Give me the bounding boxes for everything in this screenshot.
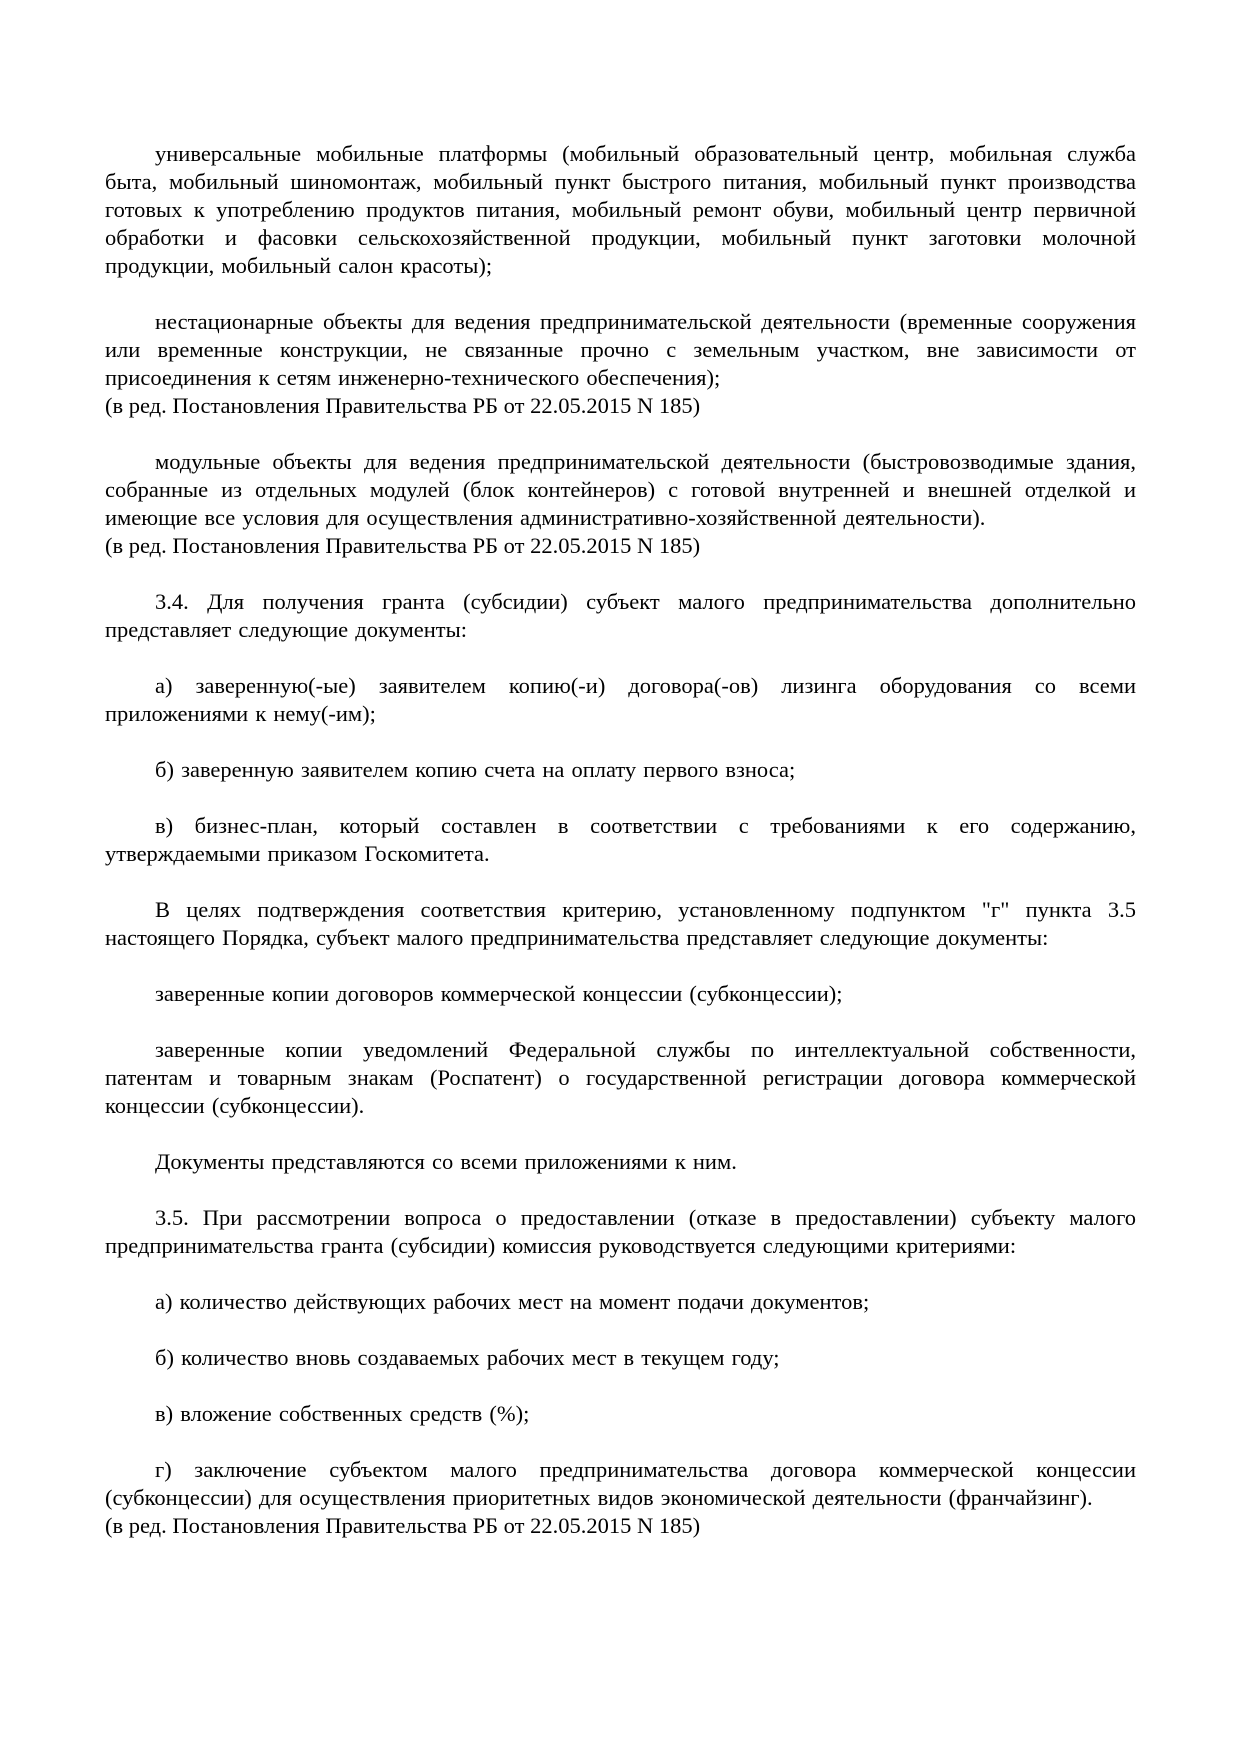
paragraph: б) количество вновь создаваемых рабочих мест в текущем году; [155, 1345, 780, 1370]
edit-note: (в ред. Постановления Правительства РБ от 22.05.2015 N 185) [105, 1513, 701, 1538]
paragraph: г) заключение субъектом малого предпринимательства договора коммерческой концессии (субконцессии) для осуществления приоритетных видов экономической деятельности (франчайзинг). [105, 1457, 1136, 1510]
edit-note: (в ред. Постановления Правительства РБ от 22.05.2015 N 185) [105, 533, 701, 558]
edit-note: (в ред. Постановления Правительства РБ от 22.05.2015 N 185) [105, 393, 701, 418]
paragraph: 3.4. Для получения гранта (субсидии) субъект малого предпринимательства дополнительно представляет следующие документы: [105, 589, 1136, 642]
paragraph: модульные объекты для ведения предпринимательской деятельности (быстровозводимые здания, собранные из отдельных модулей (блок контейнеров) с готовой внутренней и внешней отделкой и имеющие все условия для осуществления административно-хозяйственной деятельности). [105, 449, 1136, 530]
paragraph: Документы представляются со всеми приложениями к ним. [155, 1149, 737, 1174]
paragraph: В целях подтверждения соответствия критерию, установленному подпунктом "г" пункта 3.5 настоящего Порядка, субъект малого предпринимательства представляет следующие документы: [105, 897, 1136, 950]
paragraph: универсальные мобильные платформы (мобильный образовательный центр, мобильная служба быта, мобильный шиномонтаж, мобильный пункт быстрого питания, мобильный пункт производства готовых к употреблению продуктов питания, мобильный ремонт обуви, мобильный центр первичной обработки и фасовки сельскохозяйственной продукции, мобильный пункт заготовки молочной продукции, мобильный салон красоты); [105, 141, 1136, 278]
paragraph: б) заверенную заявителем копию счета на оплату первого взноса; [155, 757, 796, 782]
paragraph: заверенные копии договоров коммерческой концессии (субконцессии); [155, 981, 843, 1006]
paragraph: в) бизнес-план, который составлен в соответствии с требованиями к его содержанию, утверждаемыми приказом Госкомитета. [105, 813, 1136, 866]
paragraph: нестационарные объекты для ведения предпринимательской деятельности (временные сооружения или временные конструкции, не связанные прочно с земельным участком, вне зависимости от присоединения к сетям инженерно-технического обеспечения); [105, 309, 1136, 390]
paragraph: а) количество действующих рабочих мест на момент подачи документов; [155, 1289, 870, 1314]
paragraph: в) вложение собственных средств (%); [155, 1401, 530, 1426]
paragraph: а) заверенную(-ые) заявителем копию(-и) договора(-ов) лизинга оборудования со всеми приложениями к нему(-им); [105, 673, 1136, 726]
paragraph: заверенные копии уведомлений Федеральной службы по интеллектуальной собственности, патентам и товарным знакам (Роспатент) о государственной регистрации договора коммерческой концессии (субконцессии). [105, 1037, 1136, 1118]
paragraph: 3.5. При рассмотрении вопроса о предоставлении (отказе в предоставлении) субъекту малого предпринимательства гранта (субсидии) комиссия руководствуется следующими критериями: [105, 1205, 1136, 1258]
